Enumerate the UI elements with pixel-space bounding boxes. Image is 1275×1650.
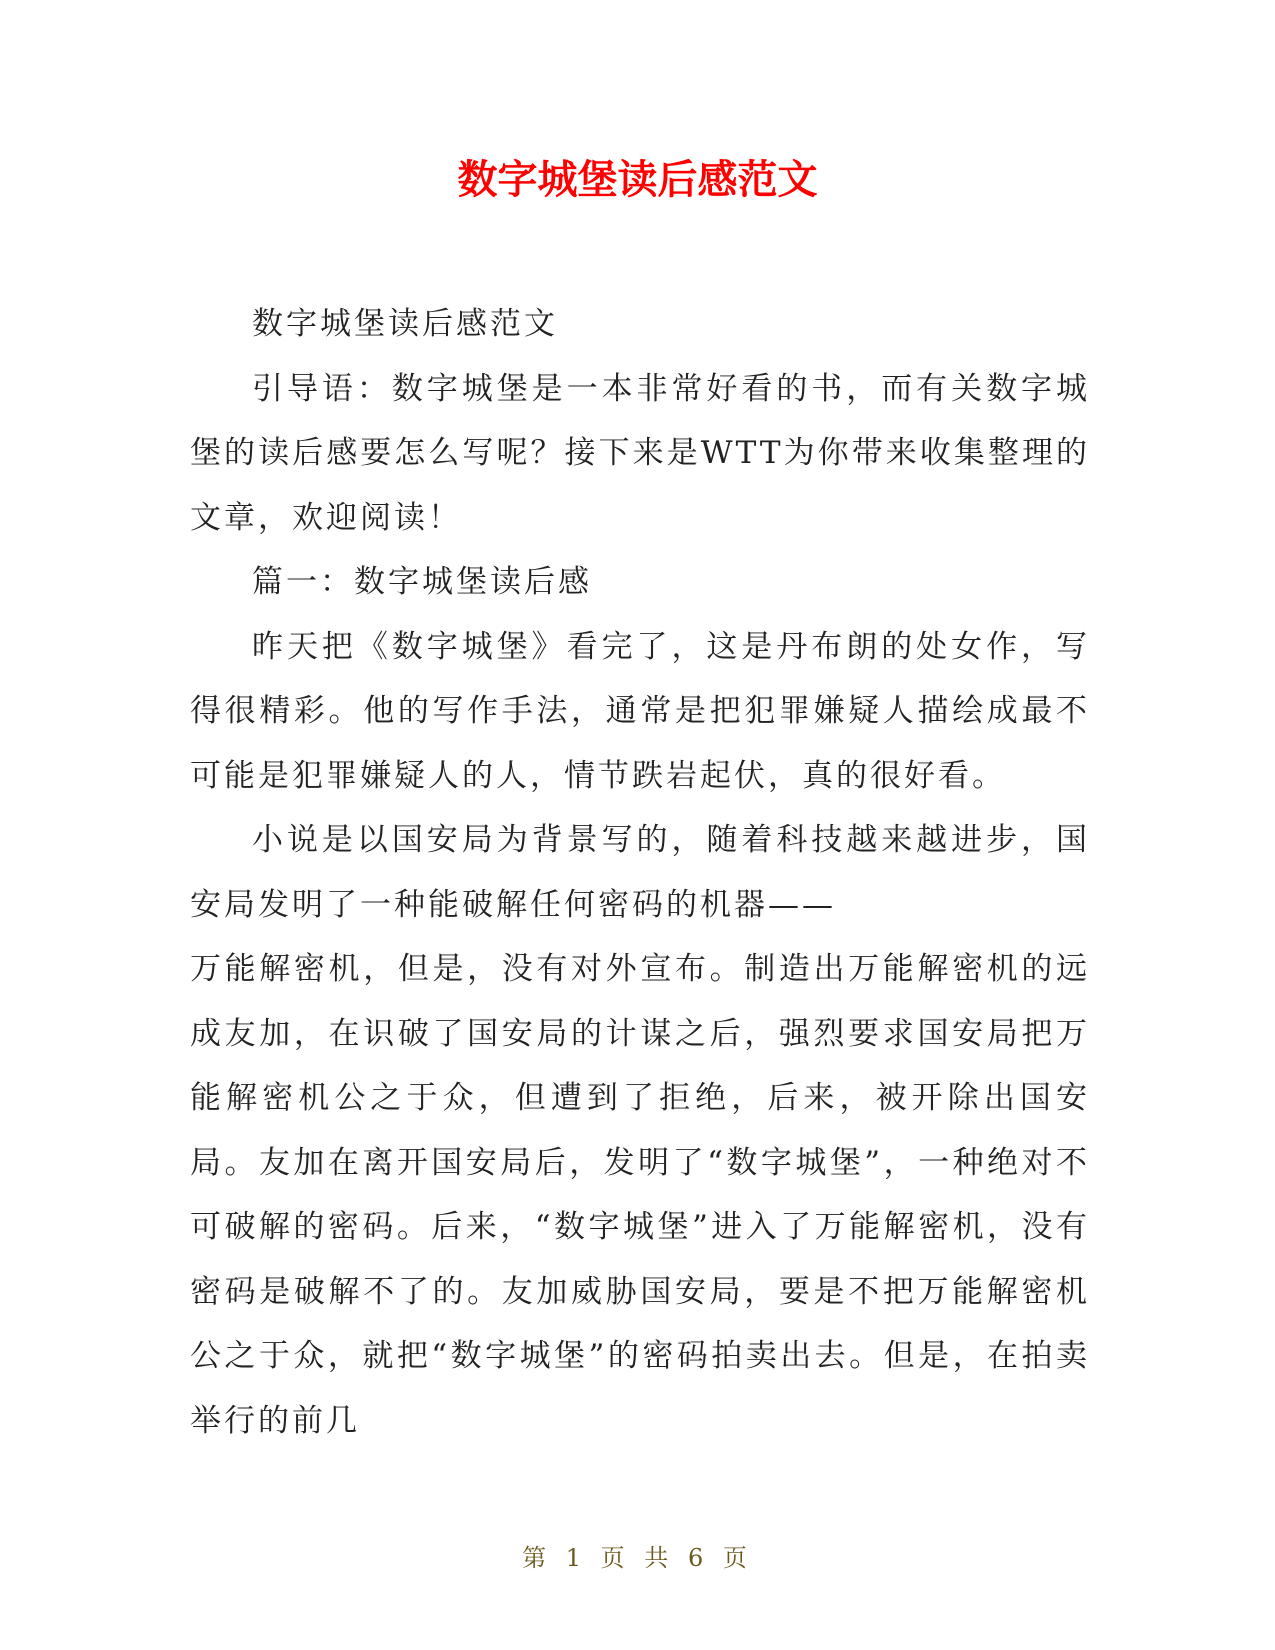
document-body — [190, 292, 1090, 1453]
paragraph-section-title: 篇一：数字城堡读后感 — [252, 564, 592, 600]
paragraph-body: 小说是以国安局为背景写的，随着科技越来越进步，国安局发明了一种能破解任何密码的机器—— — [190, 822, 1090, 923]
page-number: 第 1 页 共 6 页 — [522, 1544, 753, 1572]
paragraph-body: 昨天把《数字城堡》看完了，这是丹布朗的处女作，写得很精彩。他的写作手法，通常是把犯罪嫌疑人描绘成最不可能是犯罪嫌疑人的人，情节跌岩起伏，真的很好看。 — [190, 628, 1090, 794]
paragraph-body-continued: 万能解密机，但是，没有对外宣布。制造出万能解密机的远成友加，在识破了国安局的计谋之后，强烈要求国安局把万能解密机公之于众，但遭到了拒绝，后来，被开除出国安局。友加在离开国安局后，发明了“数字城堡”，一种绝对不可破解的密码。后来，“数字城堡”进入了万能解密机，没有密码是破解不了的。友加威胁国安局，要是不把万能解密机公之于众，就把“数字城堡”的密码拍卖出去。但是，在拍卖举行的前几 — [190, 951, 1090, 1439]
document-title: 数字城堡读后感范文 — [457, 157, 818, 203]
paragraph-heading: 数字城堡读后感范文 — [252, 306, 558, 342]
paragraph-intro: 引导语：数字城堡是一本非常好看的书，而有关数字城堡的读后感要怎么写呢？接下来是WTT为你带来收集整理的文章，欢迎阅读！ — [190, 370, 1090, 536]
